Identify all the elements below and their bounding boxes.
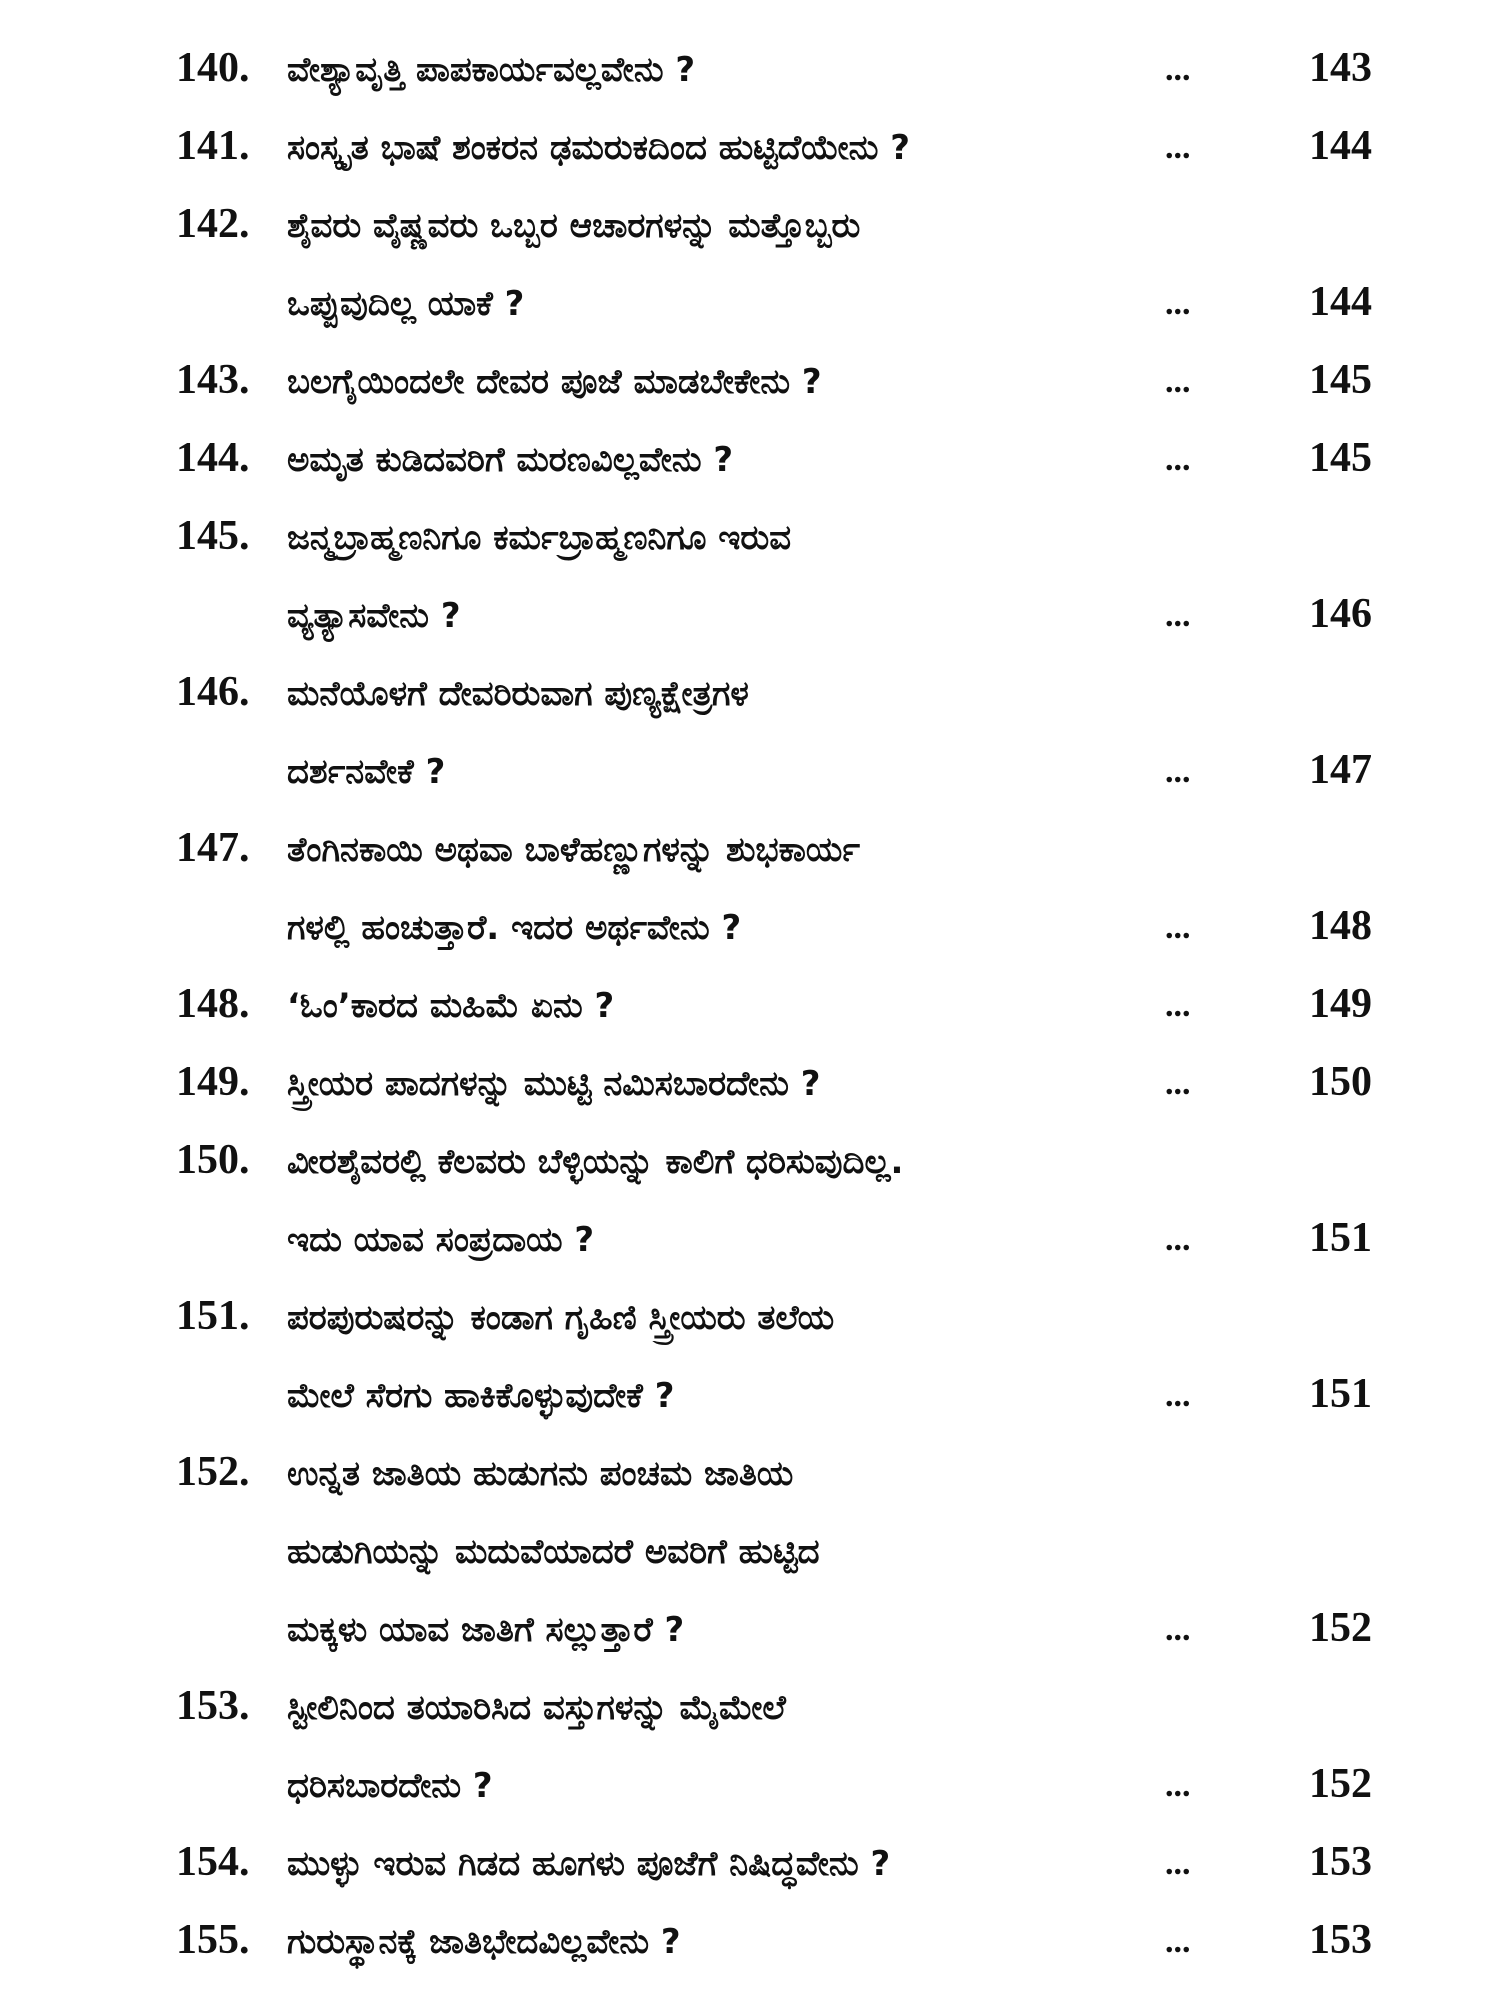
entry-number: 142. [176,201,250,247]
page-number: 149 [1309,981,1372,1027]
entry-title: ದರ್ಶನವೇಕೆ ? [287,752,446,792]
toc-line [0,1822,1500,1900]
entry-number: 144. [176,435,250,481]
page-number: 151 [1309,1371,1372,1417]
entry-title: ಬಲಗೈಯಿಂದಲೇ ದೇವರ ಪೂಜೆ ಮಾಡಬೇಕೇನು ? [287,362,822,402]
toc-line [0,808,1500,886]
page-number: 151 [1309,1215,1372,1261]
toc-line [0,1198,1500,1276]
toc-line [0,418,1500,496]
toc-line [0,730,1500,808]
page-number: 148 [1309,903,1372,949]
toc-line [0,574,1500,652]
entry-number: 150. [176,1137,250,1183]
leader-dots: ... [1165,363,1191,400]
page-number: 143 [1309,45,1372,91]
toc-line [0,1120,1500,1198]
toc-line [0,1588,1500,1666]
toc-line [0,1042,1500,1120]
entry-number: 147. [176,825,250,871]
entry-number: 146. [176,669,250,715]
entry-title: ತೆಂಗಿನಕಾಯಿ ಅಥವಾ ಬಾಳೆಹಣ್ಣುಗಳನ್ನು ಶುಭಕಾರ್ಯ [287,830,860,870]
entry-number: 153. [176,1683,250,1729]
entry-number: 149. [176,1059,250,1105]
entry-title: ಅಮೃತ ಕುಡಿದವರಿಗೆ ಮರಣವಿಲ್ಲವೇನು ? [287,440,734,480]
leader-dots: ... [1165,129,1191,166]
entry-title: ಗುರುಸ್ಥಾನಕ್ಕೆ ಜಾತಿಭೇದವಿಲ್ಲವೇನು ? [287,1922,681,1962]
entry-number: 141. [176,123,250,169]
leader-dots: ... [1165,1065,1191,1102]
entry-title: ಮನೆಯೊಳಗೆ ದೇವರಿರುವಾಗ ಪುಣ್ಯಕ್ಷೇತ್ರಗಳ [287,674,749,714]
entry-title: ಪರಪುರುಷರನ್ನು ಕಂಡಾಗ ಗೃಹಿಣಿ ಸ್ತ್ರೀಯರು ತಲೆಯ [287,1298,835,1338]
entry-title: ವ್ಯತ್ಯಾಸವೇನು ? [287,596,461,636]
toc-line [0,262,1500,340]
toc-line [0,184,1500,262]
entry-title: ಮುಳ್ಳು ಇರುವ ಗಿಡದ ಹೂಗಳು ಪೂಜೆಗೆ ನಿಷಿದ್ಧವೇನು ? [287,1844,891,1884]
toc-line [0,1666,1500,1744]
toc-line [0,1432,1500,1510]
entry-number: 140. [176,45,250,91]
leader-dots: ... [1165,441,1191,478]
page-number: 150 [1309,1059,1372,1105]
leader-dots: ... [1165,285,1191,322]
entry-number: 154. [176,1839,250,1885]
entry-title: ಹುಡುಗಿಯನ್ನು ಮದುವೆಯಾದರೆ ಅವರಿಗೆ ಹುಟ್ಟಿದ [287,1532,820,1572]
page-number: 147 [1309,747,1372,793]
entry-number: 145. [176,513,250,559]
toc-line [0,1354,1500,1432]
leader-dots: ... [1165,1923,1191,1960]
entry-title: ಗಳಲ್ಲಿ ಹಂಚುತ್ತಾರೆ. ಇದರ ಅರ್ಥವೇನು ? [287,908,742,948]
leader-dots: ... [1165,51,1191,88]
toc-line [0,964,1500,1042]
entry-number: 143. [176,357,250,403]
leader-dots: ... [1165,1767,1191,1804]
entry-title: ಮಕ್ಕಳು ಯಾವ ಜಾತಿಗೆ ಸಲ್ಲುತ್ತಾರೆ ? [287,1610,685,1650]
entry-number: 155. [176,1917,250,1963]
toc-line [0,1744,1500,1822]
toc-line [0,106,1500,184]
page-number: 146 [1309,591,1372,637]
toc-line [0,28,1500,106]
entry-number: 148. [176,981,250,1027]
entry-title: ವೀರಶೈವರಲ್ಲಿ ಕೆಲವರು ಬೆಳ್ಳಿಯನ್ನು ಕಾಲಿಗೆ ಧರಿಸುವುದಿಲ್ಲ. [287,1142,904,1182]
leader-dots: ... [1165,753,1191,790]
entry-title: ಸ್ತ್ರೀಯರ ಪಾದಗಳನ್ನು ಮುಟ್ಟಿ ನಮಿಸಬಾರದೇನು ? [287,1064,821,1104]
toc-line [0,1510,1500,1588]
page-number: 145 [1309,357,1372,403]
entry-title: ವೇಶ್ಯಾವೃತ್ತಿ ಪಾಪಕಾರ್ಯವಲ್ಲವೇನು ? [287,50,696,90]
entry-title: ಒಪ್ಪುವುದಿಲ್ಲ ಯಾಕೆ ? [287,284,525,324]
entry-number: 152. [176,1449,250,1495]
entry-title: ಜನ್ಮಬ್ರಾಹ್ಮಣನಿಗೂ ಕರ್ಮಬ್ರಾಹ್ಮಣನಿಗೂ ಇರುವ [287,518,792,558]
entry-title: ‘ಓಂ’ಕಾರದ ಮಹಿಮೆ ಏನು ? [287,986,615,1026]
leader-dots: ... [1165,1221,1191,1258]
leader-dots: ... [1165,1845,1191,1882]
entry-title: ಸ್ಟೀಲಿನಿಂದ ತಯಾರಿಸಿದ ವಸ್ತುಗಳನ್ನು ಮೈಮೇಲೆ [287,1688,786,1728]
toc-line [0,496,1500,574]
leader-dots: ... [1165,909,1191,946]
page-number: 144 [1309,123,1372,169]
entry-title: ಸಂಸ್ಕೃತ ಭಾಷೆ ಶಂಕರನ ಢಮರುಕದಿಂದ ಹುಟ್ಟಿದೆಯೇನು ? [287,128,910,168]
entry-title: ಉನ್ನತ ಜಾತಿಯ ಹುಡುಗನು ಪಂಚಮ ಜಾತಿಯ [287,1454,794,1494]
toc-line [0,1276,1500,1354]
toc-line [0,1900,1500,1978]
toc-line [0,886,1500,964]
entry-number: 151. [176,1293,250,1339]
entry-title: ಧರಿಸಬಾರದೇನು ? [287,1766,493,1806]
page-number: 152 [1309,1605,1372,1651]
leader-dots: ... [1165,1377,1191,1414]
page-number: 152 [1309,1761,1372,1807]
page-number: 145 [1309,435,1372,481]
toc-line [0,652,1500,730]
entry-title: ಇದು ಯಾವ ಸಂಪ್ರದಾಯ ? [287,1220,595,1260]
entry-title: ಶೈವರು ವೈಷ್ಣವರು ಒಬ್ಬರ ಆಚಾರಗಳನ್ನು ಮತ್ತೊಬ್ಬರು [287,206,861,246]
leader-dots: ... [1165,987,1191,1024]
entry-title: ಮೇಲೆ ಸೆರಗು ಹಾಕಿಕೊಳ್ಳುವುದೇಕೆ ? [287,1376,675,1416]
leader-dots: ... [1165,597,1191,634]
page-number: 153 [1309,1917,1372,1963]
page-number: 153 [1309,1839,1372,1885]
toc-line [0,340,1500,418]
leader-dots: ... [1165,1611,1191,1648]
page-number: 144 [1309,279,1372,325]
